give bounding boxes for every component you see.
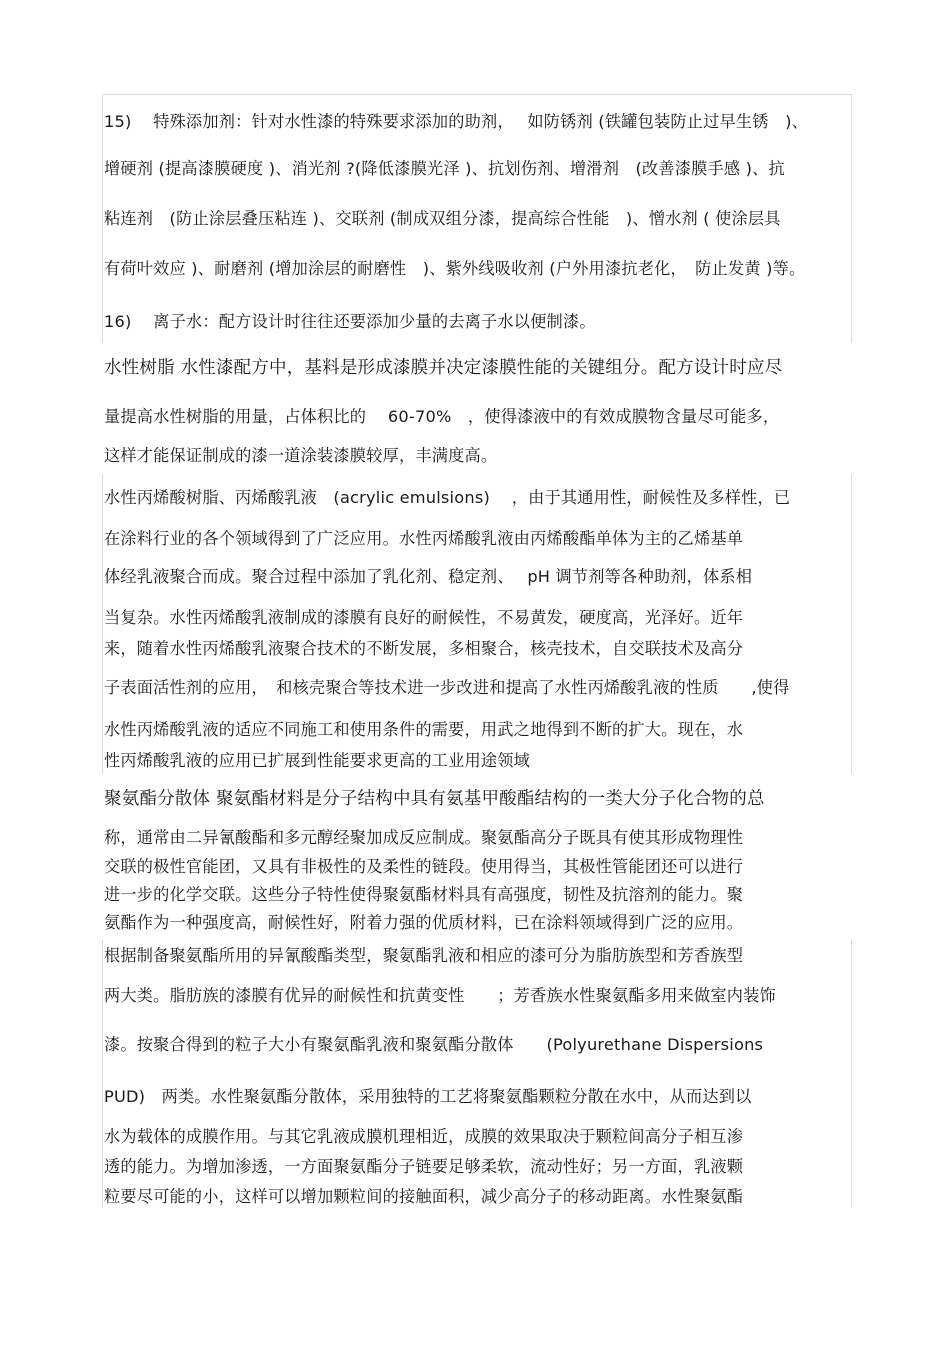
section-heading-polyurethane-dispersion: 聚氨酯分散体 聚氨酯材料是分子结构中具有氨基甲酸酯结构的一类大分子化合物的总 bbox=[104, 789, 765, 809]
text-line: 氨酯作为一种强度高，耐候性好，附着力强的优质材料，已在涂料领域得到广泛的应用。 bbox=[104, 913, 744, 932]
text-line: 水为载体的成膜作用。与其它乳液成膜机理相近，成膜的效果取决于颗粒间高分子相互渗 bbox=[104, 1127, 744, 1146]
section-heading-waterborne-resin: 水性树脂 水性漆配方中，基料是形成漆膜并决定漆膜性能的关键组分。配方设计时应尽 bbox=[104, 358, 783, 378]
text-line: 量提高水性树脂的用量，占体积比的 60-70% ，使得漆液中的有效成膜物含量尽可能多， bbox=[104, 407, 780, 426]
text-line: 水性丙烯酸树脂、丙烯酸乳液 (acrylic emulsions) ，由于其通用性，耐候性及多样性，已 bbox=[104, 488, 791, 507]
text-line: 性丙烯酸乳液的应用已扩展到性能要求更高的工业用途领域 bbox=[104, 751, 531, 770]
text-line: 当复杂。水性丙烯酸乳液制成的漆膜有良好的耐候性，不易黄发，硬度高，光泽好。近年 bbox=[104, 608, 744, 627]
text-line: 这样才能保证制成的漆一道涂装漆膜较厚，丰满度高。 bbox=[104, 446, 498, 465]
text-line: 水性丙烯酸乳液的适应不同施工和使用条件的需要，用武之地得到不断的扩大。现在，水 bbox=[104, 720, 744, 739]
text-line: 来，随着水性丙烯酸乳液聚合技术的不断发展，多相聚合，核壳技术，自交联技术及高分 bbox=[104, 639, 744, 658]
text-line: 进一步的化学交联。这些分子特性使得聚氨酯材料具有高强度，韧性及抗溶剂的能力。聚 bbox=[104, 885, 744, 904]
text-line: 16) 离子水：配方设计时往往还要添加少量的去离子水以便制漆。 bbox=[104, 312, 596, 331]
text-line: PUD) 两类。水性聚氨酯分散体，采用独特的工艺将聚氨酯颗粒分散在水中，从而达到以 bbox=[104, 1087, 752, 1106]
text-line: 两大类。脂肪族的漆膜有优异的耐候性和抗黄变性 ；芳香族水性聚氨酯多用来做室内装饰 bbox=[104, 986, 776, 1005]
text-line: 15) 特殊添加剂：针对水性漆的特殊要求添加的助剂， 如防锈剂 (铁罐包装防止过早生锈 )、 bbox=[104, 112, 808, 131]
text-line: 有荷叶效应 )、耐磨剂 (增加涂层的耐磨性 )、紫外线吸收剂 (户外用漆抗老化， 防止发黄 )等。 bbox=[104, 259, 806, 278]
text-line: 粒要尽可能的小，这样可以增加颗粒间的接触面积，减少高分子的移动距离。水性聚氨酯 bbox=[104, 1187, 744, 1206]
text-line: 粘连剂 (防止涂层叠压粘连 )、交联剂 (制成双组分漆，提高综合性能 )、憎水剂 ( 使涂层具 bbox=[104, 209, 781, 228]
text-line: 透的能力。为增加渗透，一方面聚氨酯分子链要足够柔软，流动性好；另一方面，乳液颗 bbox=[104, 1157, 744, 1176]
text-line: 根据制备聚氨酯所用的异氰酸酯类型，聚氨酯乳液和相应的漆可分为脂肪族型和芳香族型 bbox=[104, 946, 744, 965]
text-line: 子表面活性剂的应用， 和核壳聚合等技术进一步改进和提高了水性丙烯酸乳液的性质 ,使得 bbox=[104, 678, 790, 697]
text-line: 增硬剂 (提高漆膜硬度 )、消光剂 ?(降低漆膜光泽 )、抗划伤剂、增滑剂 (改善漆膜手感 )、抗 bbox=[104, 159, 785, 178]
text-line: 漆。按聚合得到的粒子大小有聚氨酯乳液和聚氨酯分散体 (Polyurethane Dispersions bbox=[104, 1035, 764, 1054]
text-line: 交联的极性官能团，又具有非极性的及柔性的链段。使用得当，其极性管能团还可以进行 bbox=[104, 857, 744, 876]
text-line: 在涂料行业的各个领域得到了广泛应用。水性丙烯酸乳液由丙烯酸酯单体为主的乙烯基单 bbox=[104, 529, 744, 548]
text-line: 体经乳液聚合而成。聚合过程中添加了乳化剂、稳定剂、 pH 调节剂等各种助剂，体系相 bbox=[104, 567, 753, 586]
text-line: 称，通常由二异氰酸酯和多元醇经聚加成反应制成。聚氨酯高分子既具有使其形成物理性 bbox=[104, 828, 744, 847]
